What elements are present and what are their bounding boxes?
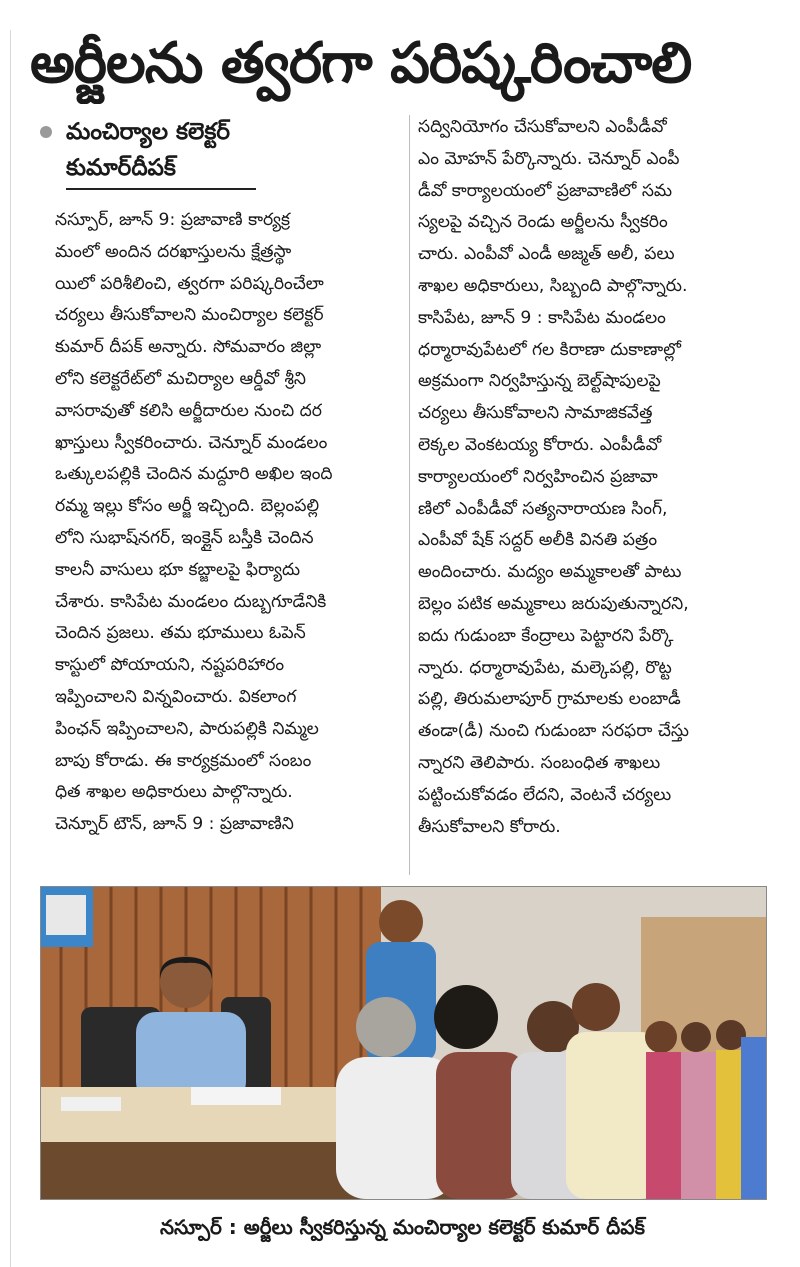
article-line: డీవో కార్యాలయంలో ప్రజావాణిలో సమ (418, 180, 673, 201)
article-line: తండా(డీ) నుంచి గుడుంబా సరఫరా చేస్తు (418, 721, 689, 742)
article-line: కాస్టులో పోయాయని, నష్టపరిహారం (55, 655, 285, 676)
article-line: చారు. ఎంపీవో ఎండీ అజ్మత్ అలీ, పలు (418, 244, 675, 265)
article-line: యిలో పరిశీలించి, త్వరగా పరిష్కరించేలా (55, 273, 324, 294)
article-line: చెన్నూర్ టౌన్, జూన్ 9 : ప్రజావాణిని (55, 814, 294, 835)
article-line: శాఖల అధికారులు, సిబ్బంది పాల్గొన్నారు. (418, 275, 688, 296)
article-line: సద్వినియోగం చేసుకోవాలని ఎంపీడీవో (418, 117, 667, 137)
article-line: చేశారు. కాసిపేట మండలం దుబ్బగూడేనికి (55, 591, 327, 612)
photo-illustration (41, 887, 766, 1199)
article-line: చెందిన ప్రజలు. తమ భూములు ఓపెన్ (55, 623, 306, 644)
article-column-2 (418, 112, 773, 843)
article-line: అక్రమంగా నిర్వహిస్తున్న బెల్ట్‌షాపులపై (418, 371, 661, 392)
article-line: బాపు కోరాడు. ఈ కార్యక్రమంలో సంబం (55, 750, 312, 771)
article-line: చర్యలు తీసుకోవాలని సామాజికవేత్త (418, 403, 653, 424)
article-line: బెల్లం పటిక అమ్మకాలు జరుపుతున్నారని, (418, 593, 689, 614)
article-column-1 (55, 205, 400, 841)
article-line: ఎం మోహన్ పేర్కొన్నారు. చెన్నూర్ ఎంపీ (418, 148, 680, 169)
photo-caption: నస్పూర్ : అర్జీలు స్వీకరిస్తున్న మంచిర్యాల కలెక్టర్ కుమార్ దీపక్ (160, 1215, 645, 1239)
article-line: ఇప్పించాలని విన్నవించారు. వికలాంగ (55, 686, 297, 707)
article-line: చర్యలు తీసుకోవాలని మంచిర్యాల కలెక్టర్ (55, 305, 324, 326)
article-line: అందించారు. మద్యం అమ్మకాలతో పాటు (418, 562, 682, 583)
article-line: లోని సుభాష్‌నగర్, ఇంక్లైన్ బస్తీకి చెందిన (55, 527, 314, 548)
article-line: పింఛన్ ఇప్పించాలని, పారుపల్లికి నిమ్మల (55, 718, 319, 739)
article-line: మంలో అందిన దరఖాస్తులను క్షేత్రస్థా (55, 241, 292, 262)
article-line: కాలనీ వాసులు భూ కబ్జాలపై ఫిర్యాదు (55, 559, 301, 580)
article-line: న్నారు. ధర్మారావుపేట, మల్కెపల్లి, రొట్ట (418, 657, 672, 678)
article-line: ణిలో ఎంపీడీవో సత్యనారాయణ సింగ్, (418, 498, 668, 519)
article-line: న్నారని తెలిపారు. సంబంధిత శాఖలు (418, 752, 661, 773)
article-line: రమ్మ ఇల్లు కోసం అర్జీ ఇచ్చింది. బెల్లంపల్లి (55, 496, 320, 517)
column-divider (409, 115, 410, 875)
article-line: లోని కలెక్టరేట్‌లో మచిర్యాల ఆర్డీవో శ్రీని (55, 368, 306, 389)
article-line: స్యలపై వచ్చిన రెండు అర్జీలను స్వీకరిం (418, 212, 668, 233)
article-line: పల్లి, తిరుమలాపూర్ గ్రామాలకు లంబాడీ (418, 689, 681, 710)
article-line: కాసిపేట, జూన్ 9 : కాసిపేట మండలం (418, 307, 666, 328)
article-line: ధర్మారావుపేటలో గల కిరాణా దుకాణాల్లో (418, 339, 681, 360)
article-line: వాసరావుతో కలిసి అర్జీదారుల నుంచి దర (55, 400, 322, 421)
subheadline-rule (66, 188, 256, 190)
subheadline-line-1 (40, 114, 400, 150)
article-line: ఖాస్తులు స్వీకరించారు. చెన్నూర్ మండలం (55, 432, 328, 453)
article-line: ఐదు గుడుంబా కేంద్రాలు పెట్టారని పేర్కొ (418, 625, 674, 646)
bullet-icon (40, 126, 52, 138)
article-line: కుమార్ దీపక్ అన్నారు. సోమవారం జిల్లా (55, 337, 322, 358)
article-line: కార్యాలయంలో నిర్వహించిన ప్రజావా (418, 466, 658, 487)
article-line: పట్టించుకోవడం లేదని, వెంటనే చర్యలు (418, 784, 672, 805)
subheadline-text-1: మంచిర్యాల కలెక్టర్ (66, 119, 230, 145)
subheadline-line-2: కుమార్‌దీపక్ (66, 155, 176, 181)
news-photo (40, 886, 767, 1200)
page-edge-line (10, 30, 11, 1267)
headline: అర్జీలను త్వరగా పరిష్కరించాలి (30, 31, 692, 96)
article-line: ఒత్కులపల్లికి చెందిన మద్దూరి అఖిల ఇంది (55, 464, 333, 485)
article-line: ఎంపీవో షేక్ సద్దర్ అలీకి వినతి పత్రం (418, 530, 658, 551)
article-line: లెక్కల వెంకటయ్య కోరారు. ఎంపీడీవో (418, 434, 662, 455)
article-line: నస్పూర్, జూన్ 9: ప్రజావాణి కార్యక్ర (55, 210, 291, 230)
subheadline (40, 114, 400, 190)
article-line: తీసుకోవాలని కోరారు. (418, 816, 561, 837)
article-line: ధిత శాఖల అధికారులు పాల్గొన్నారు. (55, 782, 293, 803)
